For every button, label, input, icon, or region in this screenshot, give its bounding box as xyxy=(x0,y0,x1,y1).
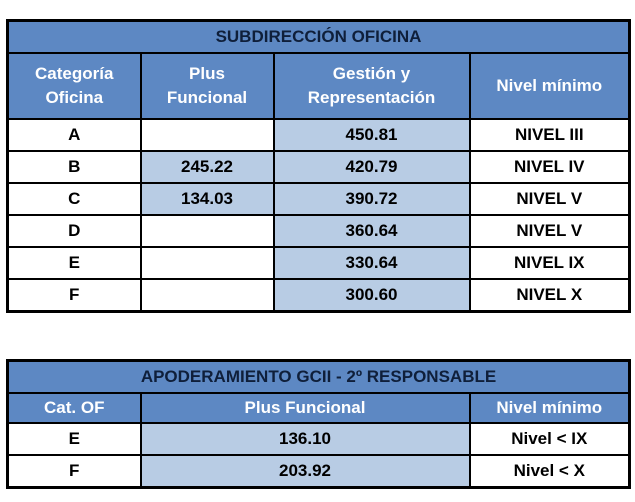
column-header-cat-of: Cat. OF xyxy=(8,393,141,423)
header-line: Categoría xyxy=(35,64,114,83)
cell-nivel: NIVEL X xyxy=(470,279,630,312)
column-header-plus-funcional: Plus Funcional xyxy=(141,393,470,423)
cell-gestion: 300.60 xyxy=(274,279,470,312)
cell-nivel: Nivel < IX xyxy=(470,423,630,455)
cell-nivel: NIVEL IX xyxy=(470,247,630,279)
cell-gestion: 420.79 xyxy=(274,151,470,183)
cell-plus: 203.92 xyxy=(141,455,470,488)
cell-categoria: F xyxy=(8,455,141,488)
header-line: Gestión y xyxy=(332,64,411,83)
table-row xyxy=(8,183,630,215)
cell-categoria: A xyxy=(8,119,141,151)
header-line: Oficina xyxy=(45,88,104,107)
column-header-categoria xyxy=(8,53,141,119)
cell-plus xyxy=(141,119,274,151)
header-line: Nivel mínimo xyxy=(496,76,603,95)
cell-gestion: 360.64 xyxy=(274,215,470,247)
cell-nivel: NIVEL V xyxy=(470,215,630,247)
cell-plus xyxy=(141,215,274,247)
header-line: Representación xyxy=(307,88,436,107)
cell-nivel: NIVEL V xyxy=(470,183,630,215)
apoderamiento-table xyxy=(6,359,631,489)
column-header-nivel-minimo xyxy=(470,53,630,119)
cell-categoria: F xyxy=(8,279,141,312)
cell-categoria: E xyxy=(8,247,141,279)
table-row xyxy=(8,423,630,455)
cell-plus: 245.22 xyxy=(141,151,274,183)
header-line: Plus xyxy=(189,64,225,83)
cell-categoria: B xyxy=(8,151,141,183)
cell-gestion: 390.72 xyxy=(274,183,470,215)
cell-nivel: Nivel < X xyxy=(470,455,630,488)
table-row xyxy=(8,215,630,247)
table-row xyxy=(8,455,630,488)
cell-plus xyxy=(141,247,274,279)
cell-plus: 136.10 xyxy=(141,423,470,455)
table-row xyxy=(8,119,630,151)
cell-categoria: C xyxy=(8,183,141,215)
cell-categoria: E xyxy=(8,423,141,455)
column-header-plus-funcional xyxy=(141,53,274,119)
cell-gestion: 450.81 xyxy=(274,119,470,151)
table-row xyxy=(8,247,630,279)
table-title: APODERAMIENTO GCII - 2º RESPONSABLE xyxy=(8,361,630,394)
table-row xyxy=(8,151,630,183)
table-title: SUBDIRECCIÓN OFICINA xyxy=(8,21,630,54)
cell-plus xyxy=(141,279,274,312)
column-header-nivel-minimo: Nivel mínimo xyxy=(470,393,630,423)
table-row xyxy=(8,279,630,312)
cell-plus: 134.03 xyxy=(141,183,274,215)
cell-categoria: D xyxy=(8,215,141,247)
cell-nivel: NIVEL IV xyxy=(470,151,630,183)
column-header-gestion xyxy=(274,53,470,119)
subdireccion-oficina-table xyxy=(6,19,631,313)
cell-nivel: NIVEL III xyxy=(470,119,630,151)
cell-gestion: 330.64 xyxy=(274,247,470,279)
header-line: Funcional xyxy=(166,88,248,107)
